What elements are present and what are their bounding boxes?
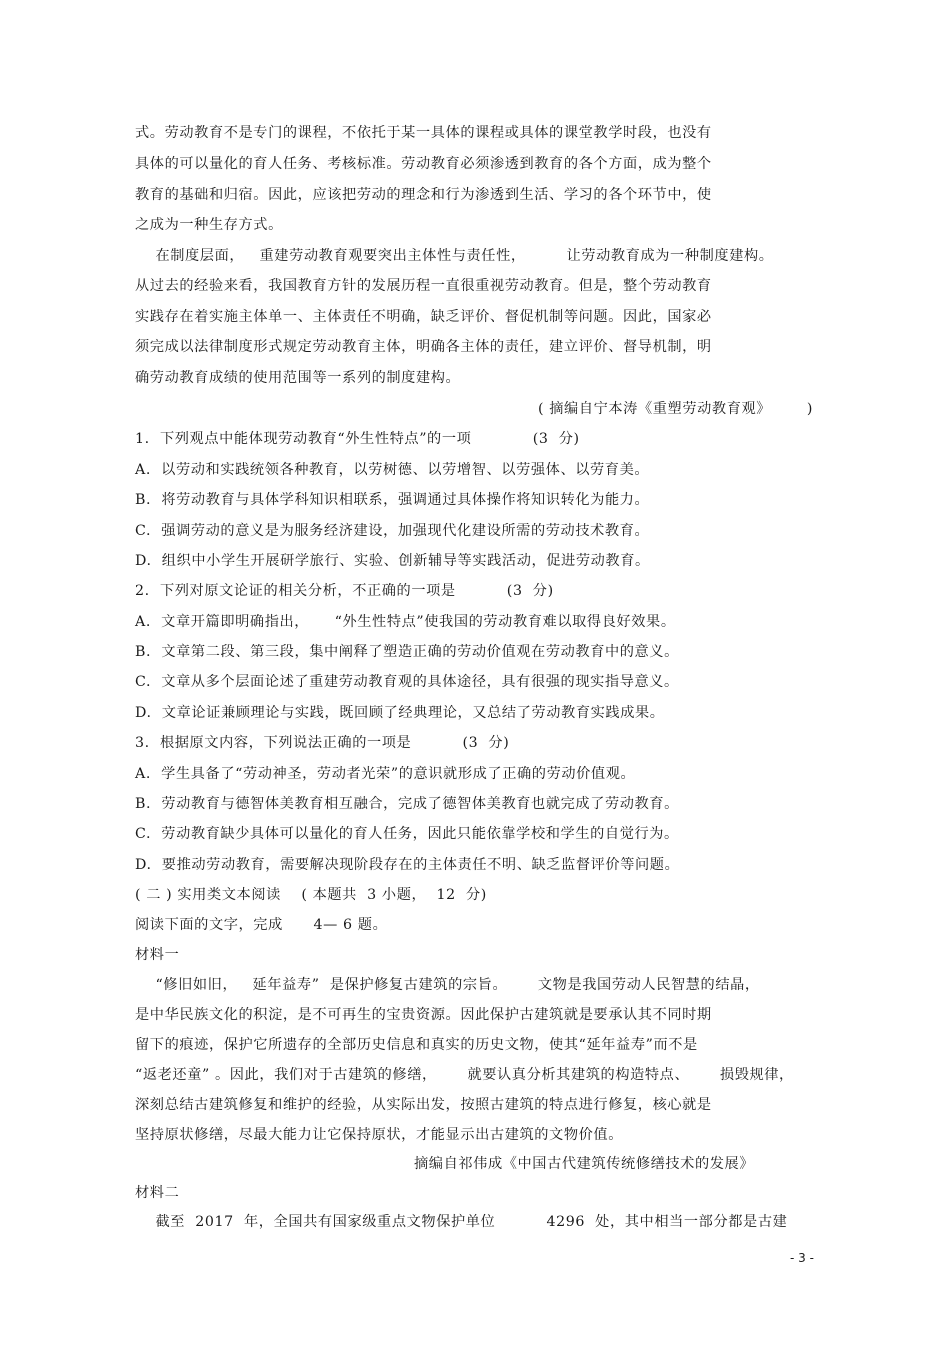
paragraph-line: 式。劳动教育不是专门的课程，不依托于某一具体的课程或具体的课堂教学时段，也没有: [135, 125, 712, 141]
question-option: D. 要推动劳动教育，需要解决现阶段存在的主体责任不明、缺乏监督评价等问题。: [135, 857, 680, 873]
question-option: B. 劳动教育与德智体美教育相互融合，完成了德智体美教育也就完成了劳动教育。: [135, 796, 679, 812]
source-citation: ( 摘编自宁本涛《重塑劳动教育观》 ): [538, 401, 813, 417]
paragraph-line: 是中华民族文化的积淀，是不可再生的宝贵资源。因此保护古建筑就是要承认其不同时期: [135, 1007, 712, 1023]
paragraph-line: 坚持原状修缮，尽最大能力让它保持原状，才能显示出古建筑的文物价值。: [135, 1127, 623, 1143]
question-option: D. 文章论证兼顾理论与实践，既回顾了经典理论，又总结了劳动教育实践成果。: [135, 705, 665, 721]
paragraph-line: 须完成以法律制度形式规定劳动教育主体，明确各主体的责任，建立评价、督导机制，明: [135, 339, 712, 355]
paragraph-line: 确劳动教育成绩的使用范围等一系列的制度建构。: [135, 370, 461, 386]
question-option: C. 文章从多个层面论述了重建劳动教育观的具体途径，具有很强的现实指导意义。: [135, 674, 679, 690]
question-option: D. 组织中小学生开展研学旅行、实验、创新辅导等实践活动，促进劳动教育。: [135, 553, 650, 569]
question-stem: 1. 下列观点中能体现劳动教育“外生性特点”的一项 (3 分): [135, 431, 580, 447]
paragraph-line: 从过去的经验来看，我国教育方针的发展历程一直很重视劳动教育。但是，整个劳动教育: [135, 278, 712, 294]
paragraph-line: 具体的可以量化的育人任务、考核标准。劳动教育必须渗透到教育的各个方面，成为整个: [135, 156, 712, 172]
paragraph-line: 截至 2017 年，全国共有国家级重点文物保护单位 4296 处，其中相当一部分都是古建: [135, 1214, 788, 1230]
question-stem: 3. 根据原文内容，下列说法正确的一项是 (3 分): [135, 735, 510, 751]
question-option: A. 以劳动和实践统领各种教育，以劳树德、以劳增智、以劳强体、以劳育美。: [135, 462, 650, 478]
question-option: A. 文章开篇即明确指出， “外生性特点”使我国的劳动教育难以取得良好效果。: [135, 614, 676, 630]
question-stem: 2. 下列对原文论证的相关分析，不正确的一项是 (3 分): [135, 583, 554, 599]
paragraph-line: “返老还童” 。因此，我们对于古建筑的修缮， 就要认真分析其建筑的构造特点、 损毁规律，: [135, 1067, 794, 1083]
paragraph-line: 之成为一种生存方式。: [135, 217, 283, 233]
material-label: 材料一: [135, 947, 180, 963]
paragraph-line: 留下的痕迹，保护它所遗存的全部历史信息和真实的历史文物，使其“延年益寿”而不是: [135, 1037, 698, 1053]
section-heading: ( 二 ) 实用类文本阅读 ( 本题共 3 小题， 12 分): [135, 887, 487, 903]
paragraph-line: 教育的基础和归宿。因此，应该把劳动的理念和行为渗透到生活、学习的各个环节中，使: [135, 187, 712, 203]
question-option: C. 劳动教育缺少具体可以量化的育人任务，因此只能依靠学校和学生的自觉行为。: [135, 826, 679, 842]
instruction: 阅读下面的文字，完成 4— 6 题。: [135, 917, 388, 933]
question-option: C. 强调劳动的意义是为服务经济建设，加强现代化建设所需的劳动技术教育。: [135, 523, 650, 539]
page-number: - 3 -: [790, 1251, 814, 1265]
source-citation: 摘编自祁伟成《中国古代建筑传统修缮技术的发展》: [414, 1156, 755, 1172]
material-label: 材料二: [135, 1185, 180, 1201]
question-option: B. 将劳动教育与具体学科知识相联系，强调通过具体操作将知识转化为能力。: [135, 492, 650, 508]
paragraph-line: 在制度层面， 重建劳动教育观要突出主体性与责任性， 让劳动教育成为一种制度建构。: [135, 248, 774, 264]
question-option: A. 学生具备了“劳动神圣，劳动者光荣”的意识就形成了正确的劳动价值观。: [135, 766, 636, 782]
question-option: B. 文章第二段、第三段，集中阐释了塑造正确的劳动价值观在劳动教育中的意义。: [135, 644, 679, 660]
paragraph-line: 深刻总结古建筑修复和维护的经验，从实际出发，按照古建筑的特点进行修复，核心就是: [135, 1097, 712, 1113]
paragraph-line: “修旧如旧， 延年益寿” 是保护修复古建筑的宗旨。 文物是我国劳动人民智慧的结晶，: [135, 977, 760, 993]
paragraph-line: 实践存在着实施主体单一、主体责任不明确，缺乏评价、督促机制等问题。因此，国家必: [135, 309, 712, 325]
